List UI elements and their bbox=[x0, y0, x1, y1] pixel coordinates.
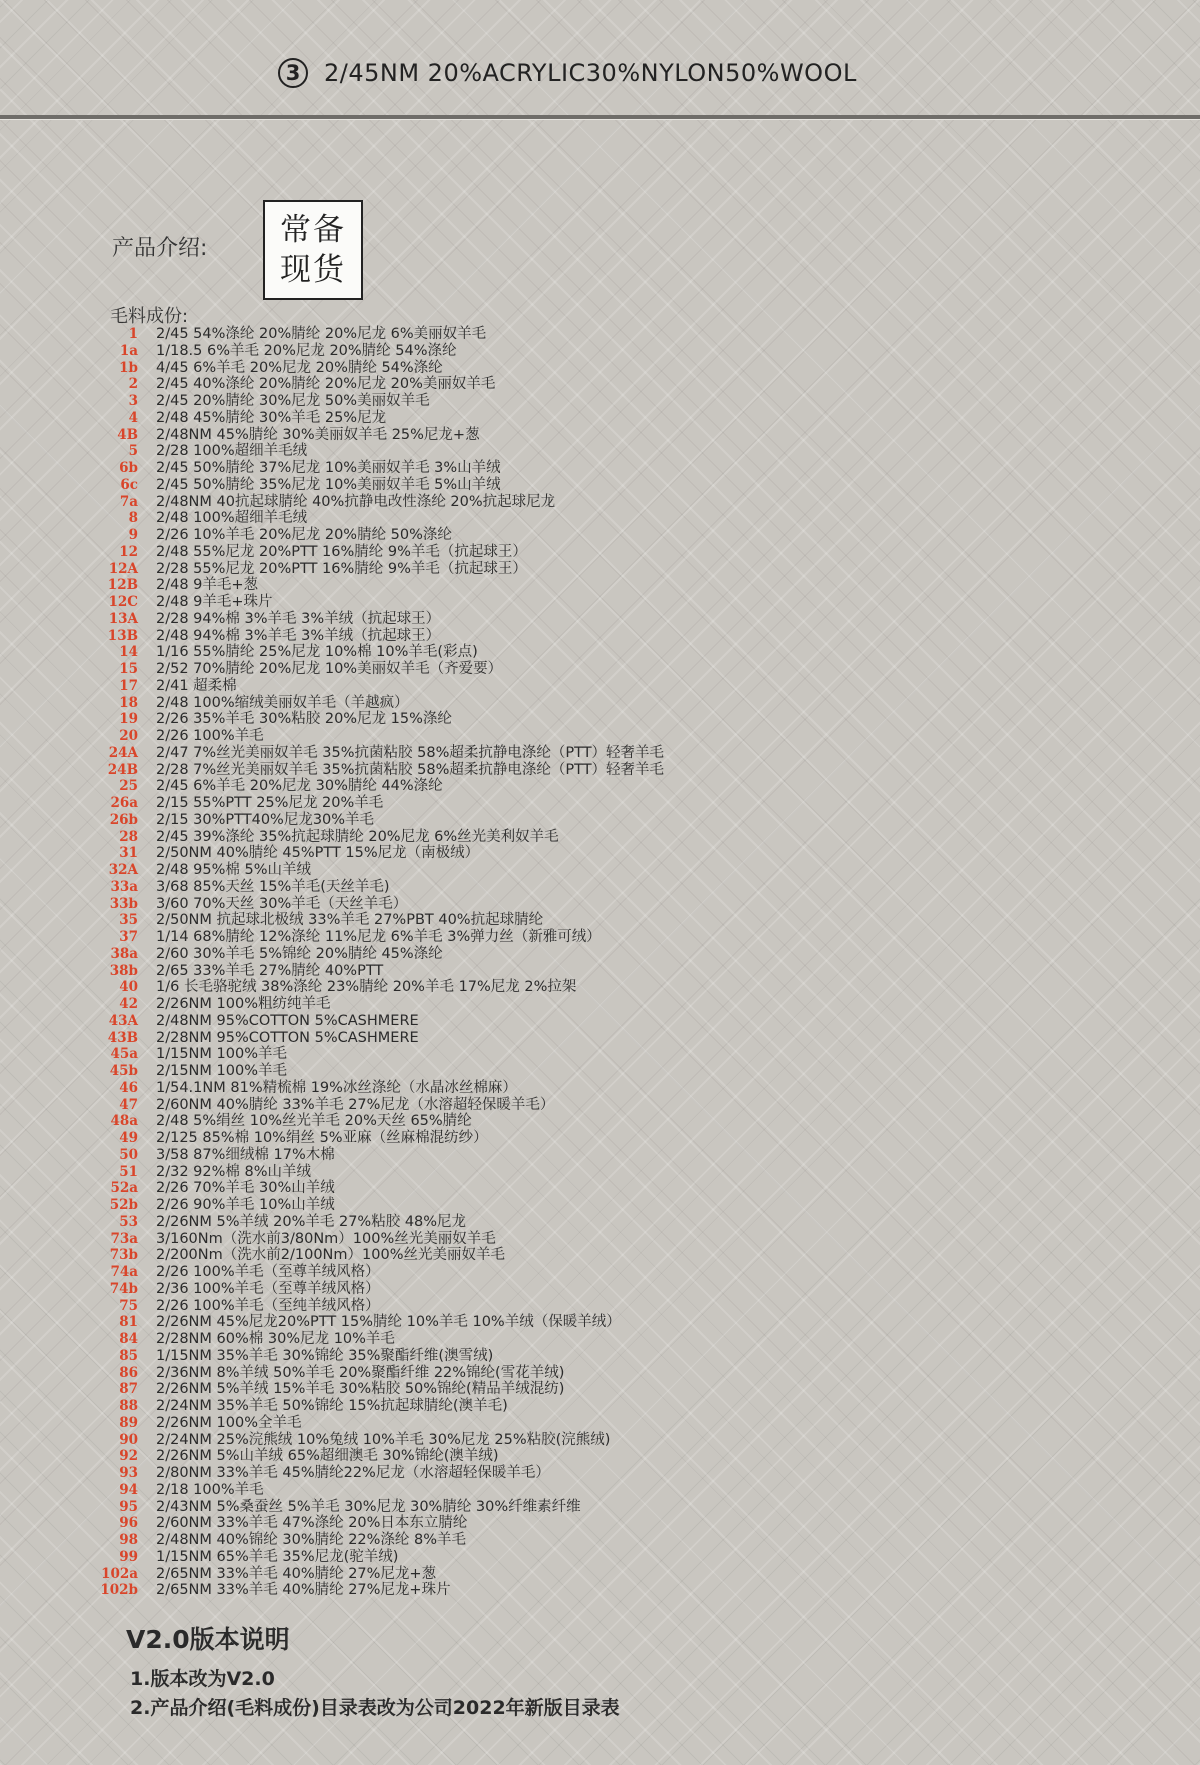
list-item bbox=[84, 879, 664, 896]
composition-label: 毛料成份: bbox=[110, 306, 189, 327]
list-item bbox=[84, 494, 664, 511]
item-code: 74a bbox=[110, 1264, 138, 1280]
item-code: 3 bbox=[128, 393, 138, 409]
item-description: 3/68 85%天丝 15%羊毛(天丝羊毛) bbox=[156, 878, 390, 895]
item-description: 2/60 30%羊毛 5%锦纶 20%腈纶 45%涤纶 bbox=[156, 945, 443, 962]
list-item bbox=[84, 778, 664, 795]
list-item bbox=[84, 946, 664, 963]
list-item bbox=[84, 1147, 664, 1164]
item-description: 1/15NM 100%羊毛 bbox=[156, 1046, 287, 1063]
item-description: 1/15NM 65%羊毛 35%尼龙(驼羊绒) bbox=[156, 1548, 399, 1565]
list-item bbox=[84, 1298, 664, 1315]
item-code: 85 bbox=[119, 1347, 138, 1364]
list-item bbox=[84, 1130, 664, 1147]
list-item bbox=[84, 1264, 664, 1281]
item-code: 73a bbox=[110, 1230, 138, 1247]
item-code: 15 bbox=[119, 661, 138, 677]
list-item bbox=[84, 1465, 664, 1482]
list-item bbox=[84, 326, 664, 343]
item-code: 24B bbox=[107, 761, 138, 778]
item-description: 2/65NM 33%羊毛 40%腈纶 27%尼龙+葱 bbox=[156, 1565, 437, 1582]
list-item bbox=[84, 1231, 664, 1248]
item-description: 1/16 55%腈纶 25%尼龙 10%棉 10%羊毛(彩点) bbox=[156, 644, 478, 661]
item-description: 1/54.1NM 81%精梳棉 19%冰丝涤纶（水晶冰丝棉麻） bbox=[156, 1079, 517, 1096]
item-description: 3/58 87%细绒棉 17%木棉 bbox=[156, 1146, 335, 1163]
item-description: 2/36NM 8%羊绒 50%羊毛 20%聚酯纤维 22%锦纶(雪花羊绒) bbox=[156, 1364, 565, 1381]
item-description: 2/15NM 100%羊毛 bbox=[156, 1063, 287, 1079]
list-item bbox=[84, 1365, 664, 1382]
list-item bbox=[84, 1549, 664, 1566]
item-code: 92 bbox=[119, 1448, 138, 1465]
list-item bbox=[84, 644, 664, 661]
item-code: 94 bbox=[119, 1481, 138, 1498]
list-item bbox=[84, 460, 664, 477]
list-item bbox=[84, 1314, 664, 1331]
list-item bbox=[84, 1180, 664, 1197]
item-description: 1/14 68%腈纶 12%涤纶 11%尼龙 6%羊毛 3%弹力丝（新雅可绒） bbox=[156, 929, 601, 945]
item-code: 2 bbox=[128, 376, 138, 393]
item-code: 45b bbox=[109, 1063, 138, 1079]
item-code: 75 bbox=[119, 1297, 138, 1314]
item-description: 2/45 40%涤纶 20%腈纶 20%尼龙 20%美丽奴羊毛 bbox=[156, 376, 496, 393]
item-description: 2/65 33%羊毛 27%腈纶 40%PTT bbox=[156, 962, 384, 979]
list-item bbox=[84, 376, 664, 393]
item-description: 1/18.5 6%羊毛 20%尼龙 20%腈纶 54%涤纶 bbox=[156, 342, 457, 359]
list-item bbox=[84, 1113, 664, 1130]
item-description: 3/60 70%天丝 30%羊毛（天丝羊毛） bbox=[156, 895, 408, 912]
item-description: 2/45 20%腈纶 30%尼龙 50%美丽奴羊毛 bbox=[156, 393, 430, 409]
item-description: 2/24NM 25%浣熊绒 10%兔绒 10%羊毛 30%尼龙 25%粘胶(浣熊绒) bbox=[156, 1431, 611, 1448]
item-description: 2/48 45%腈纶 30%羊毛 25%尼龙 bbox=[156, 409, 387, 426]
item-description: 1/6 长毛骆驼绒 38%涤纶 23%腈纶 20%羊毛 17%尼龙 2%拉架 bbox=[156, 979, 577, 996]
item-code: 86 bbox=[119, 1364, 138, 1381]
list-item bbox=[84, 1197, 664, 1214]
item-code: 95 bbox=[119, 1498, 138, 1515]
item-code: 90 bbox=[119, 1431, 138, 1448]
item-description: 2/28 100%超细羊毛绒 bbox=[156, 443, 308, 460]
item-description: 2/45 50%腈纶 35%尼龙 10%美丽奴羊毛 5%山羊绒 bbox=[156, 476, 501, 493]
item-code: 20 bbox=[119, 728, 138, 744]
page-header bbox=[278, 58, 857, 88]
item-description: 3/160Nm（洗水前3/80Nm）100%丝光美丽奴羊毛 bbox=[156, 1230, 496, 1247]
list-item bbox=[84, 1080, 664, 1097]
item-description: 2/26 100%羊毛（至纯羊绒风格） bbox=[156, 1297, 380, 1314]
composition-list bbox=[84, 326, 664, 1599]
item-code: 12C bbox=[108, 594, 138, 610]
item-description: 2/45 54%涤纶 20%腈纶 20%尼龙 6%美丽奴羊毛 bbox=[156, 326, 487, 342]
item-code: 14 bbox=[119, 644, 138, 661]
list-item bbox=[84, 1398, 664, 1415]
item-description: 4/45 6%羊毛 20%尼龙 20%腈纶 54%涤纶 bbox=[156, 359, 443, 376]
item-code: 12B bbox=[107, 577, 138, 594]
stamp-line-1: 常备 bbox=[280, 212, 346, 248]
item-code: 9 bbox=[128, 527, 138, 543]
item-code: 33b bbox=[109, 895, 138, 912]
list-item bbox=[84, 360, 664, 377]
item-code: 28 bbox=[119, 828, 138, 845]
list-item bbox=[84, 829, 664, 846]
list-item bbox=[84, 427, 664, 444]
product-intro-label: 产品介绍: bbox=[112, 236, 208, 261]
list-item bbox=[84, 343, 664, 360]
item-description: 2/26 100%羊毛（至尊羊绒风格） bbox=[156, 1264, 380, 1280]
header-divider bbox=[0, 115, 1200, 120]
version-note: 1.版本改为V2.0 bbox=[130, 1668, 275, 1690]
item-code: 99 bbox=[119, 1548, 138, 1565]
item-description: 2/43NM 5%桑蚕丝 5%羊毛 30%尼龙 30%腈纶 30%纤维素纤维 bbox=[156, 1498, 581, 1515]
list-item bbox=[84, 929, 664, 946]
item-description: 2/41 超柔棉 bbox=[156, 677, 237, 694]
item-code: 43B bbox=[107, 1029, 138, 1046]
item-description: 2/45 39%涤纶 35%抗起球腈纶 20%尼龙 6%丝光美利奴羊毛 bbox=[156, 828, 559, 845]
item-code: 13B bbox=[107, 627, 138, 644]
list-item bbox=[84, 611, 664, 628]
item-code: 25 bbox=[119, 778, 138, 795]
list-item bbox=[84, 745, 664, 762]
list-item bbox=[84, 912, 664, 929]
item-description: 2/45 6%羊毛 20%尼龙 30%腈纶 44%涤纶 bbox=[156, 778, 443, 795]
list-item bbox=[84, 1448, 664, 1465]
item-description: 2/48 55%尼龙 20%PTT 16%腈纶 9%羊毛（抗起球王） bbox=[156, 543, 527, 560]
item-code: 24A bbox=[108, 744, 138, 761]
list-item bbox=[84, 1482, 664, 1499]
list-item bbox=[84, 762, 664, 779]
item-code: 38a bbox=[110, 945, 138, 962]
item-description: 2/47 7%丝光美丽奴羊毛 35%抗菌粘胶 58%超柔抗静电涤纶（PTT）轻奢羊毛 bbox=[156, 744, 665, 761]
list-item bbox=[84, 443, 664, 460]
item-code: 26a bbox=[110, 795, 138, 811]
item-description: 2/15 30%PTT40%尼龙30%羊毛 bbox=[156, 811, 375, 828]
list-item bbox=[84, 410, 664, 427]
item-description: 2/18 100%羊毛 bbox=[156, 1481, 264, 1498]
item-code: 46 bbox=[119, 1079, 138, 1096]
item-description: 2/48NM 45%腈纶 30%美丽奴羊毛 25%尼龙+葱 bbox=[156, 426, 480, 443]
item-code: 88 bbox=[119, 1398, 138, 1414]
list-item bbox=[84, 862, 664, 879]
item-code: 87 bbox=[119, 1381, 138, 1398]
item-code: 12A bbox=[108, 560, 138, 577]
item-code: 8 bbox=[128, 510, 138, 527]
item-code: 4B bbox=[117, 426, 138, 443]
item-description: 2/125 85%棉 10%绢丝 5%亚麻（丝麻棉混纺纱） bbox=[156, 1130, 488, 1146]
item-description: 2/80NM 33%羊毛 45%腈纶22%尼龙（水溶超轻保暖羊毛） bbox=[156, 1465, 550, 1481]
item-description: 2/36 100%羊毛（至尊羊绒风格） bbox=[156, 1280, 380, 1297]
item-code: 102b bbox=[100, 1582, 138, 1599]
item-description: 2/15 55%PTT 25%尼龙 20%羊毛 bbox=[156, 795, 384, 811]
list-item bbox=[84, 1499, 664, 1516]
item-code: 13A bbox=[108, 610, 138, 627]
item-code: 38b bbox=[109, 962, 138, 979]
list-item bbox=[84, 527, 664, 544]
item-code: 98 bbox=[119, 1532, 138, 1548]
page-title: 2/45NM 20%ACRYLIC30%NYLON50%WOOL bbox=[324, 59, 857, 87]
item-code: 43A bbox=[108, 1012, 138, 1029]
item-code: 7a bbox=[119, 493, 138, 510]
item-code: 45a bbox=[110, 1046, 138, 1063]
list-item bbox=[84, 1046, 664, 1063]
item-description: 2/28NM 60%棉 30%尼龙 10%羊毛 bbox=[156, 1331, 395, 1347]
item-code: 6c bbox=[120, 476, 138, 493]
item-code: 17 bbox=[119, 677, 138, 694]
version-notes bbox=[130, 1665, 620, 1723]
list-item bbox=[84, 996, 664, 1013]
item-description: 2/65NM 33%羊毛 40%腈纶 27%尼龙+珠片 bbox=[156, 1582, 451, 1599]
item-description: 2/26NM 45%尼龙20%PTT 15%腈纶 10%羊毛 10%羊绒（保暖羊绒） bbox=[156, 1314, 621, 1331]
item-description: 2/48 95%棉 5%山羊绒 bbox=[156, 862, 312, 878]
list-item bbox=[84, 393, 664, 410]
list-item bbox=[84, 1348, 664, 1365]
item-code: 6b bbox=[119, 460, 138, 476]
list-item bbox=[84, 896, 664, 913]
item-code: 42 bbox=[119, 996, 138, 1012]
item-description: 2/200Nm（洗水前2/100Nm）100%丝光美丽奴羊毛 bbox=[156, 1247, 505, 1264]
item-description: 2/26NM 100%全羊毛 bbox=[156, 1414, 302, 1431]
item-code: 52b bbox=[109, 1197, 138, 1213]
item-description: 2/48NM 40%锦纶 30%腈纶 22%涤纶 8%羊毛 bbox=[156, 1532, 467, 1548]
item-code: 12 bbox=[119, 543, 138, 560]
list-item bbox=[84, 1214, 664, 1231]
list-item bbox=[84, 1432, 664, 1449]
list-item bbox=[84, 628, 664, 645]
item-description: 2/26 35%羊毛 30%粘胶 20%尼龙 15%涤纶 bbox=[156, 711, 452, 728]
item-code: 5 bbox=[128, 443, 138, 460]
list-item bbox=[84, 477, 664, 494]
version-title: V2.0版本说明 bbox=[126, 1625, 290, 1654]
item-code: 33a bbox=[110, 878, 138, 895]
item-description: 2/26NM 5%山羊绒 65%超细澳毛 30%锦纶(澳羊绒) bbox=[156, 1448, 499, 1465]
item-code: 1 bbox=[128, 326, 138, 342]
stamp-line-2: 现货 bbox=[280, 252, 346, 288]
item-description: 2/48 100%缩绒美丽奴羊毛（羊越疯） bbox=[156, 694, 409, 711]
list-item bbox=[84, 1164, 664, 1181]
list-item bbox=[84, 561, 664, 578]
list-item bbox=[84, 1097, 664, 1114]
item-code: 50 bbox=[119, 1146, 138, 1163]
item-description: 2/28 55%尼龙 20%PTT 16%腈纶 9%羊毛（抗起球王） bbox=[156, 560, 527, 577]
item-description: 2/26 90%羊毛 10%山羊绒 bbox=[156, 1197, 335, 1213]
item-code: 26b bbox=[109, 811, 138, 828]
item-code: 89 bbox=[119, 1414, 138, 1431]
list-item bbox=[84, 1281, 664, 1298]
item-code: 19 bbox=[119, 711, 138, 728]
item-code: 32A bbox=[108, 862, 138, 878]
list-item bbox=[84, 695, 664, 712]
item-code: 1b bbox=[119, 359, 138, 376]
item-description: 2/45 50%腈纶 37%尼龙 10%美丽奴羊毛 3%山羊绒 bbox=[156, 460, 501, 476]
item-code: 51 bbox=[119, 1163, 138, 1180]
list-item bbox=[84, 1331, 664, 1348]
item-code: 96 bbox=[119, 1515, 138, 1532]
list-item bbox=[84, 963, 664, 980]
list-item bbox=[84, 711, 664, 728]
item-description: 2/48 9羊毛+葱 bbox=[156, 577, 259, 594]
list-item bbox=[84, 1247, 664, 1264]
item-description: 2/50NM 40%腈纶 45%PTT 15%尼龙（南极绒） bbox=[156, 845, 480, 862]
item-description: 2/60NM 33%羊毛 47%涤纶 20%日本东立腈纶 bbox=[156, 1515, 468, 1532]
item-code: 40 bbox=[119, 979, 138, 996]
item-description: 2/48NM 95%COTTON 5%CASHMERE bbox=[156, 1012, 419, 1029]
item-code: 37 bbox=[119, 929, 138, 945]
version-note: 2.产品介绍(毛料成份)目录表改为公司2022年新版目录表 bbox=[130, 1697, 620, 1719]
item-description: 2/26NM 100%粗纺纯羊毛 bbox=[156, 996, 331, 1012]
list-item bbox=[84, 594, 664, 611]
item-description: 2/26NM 5%羊绒 15%羊毛 30%粘胶 50%锦纶(精品羊绒混纺) bbox=[156, 1381, 565, 1398]
item-description: 2/32 92%棉 8%山羊绒 bbox=[156, 1163, 312, 1180]
item-description: 2/48 94%棉 3%羊毛 3%羊绒（抗起球王） bbox=[156, 627, 441, 644]
item-description: 2/50NM 抗起球北极绒 33%羊毛 27%PBT 40%抗起球腈纶 bbox=[156, 912, 544, 929]
list-item bbox=[84, 1582, 664, 1599]
list-item bbox=[84, 1566, 664, 1583]
list-item bbox=[84, 1030, 664, 1047]
item-code: 35 bbox=[119, 912, 138, 929]
list-item bbox=[84, 1063, 664, 1080]
list-item bbox=[84, 795, 664, 812]
list-item bbox=[84, 1381, 664, 1398]
item-description: 2/48 9羊毛+珠片 bbox=[156, 594, 273, 610]
list-item bbox=[84, 1532, 664, 1549]
list-item bbox=[84, 728, 664, 745]
item-code: 74b bbox=[109, 1280, 138, 1297]
list-item bbox=[84, 845, 664, 862]
item-description: 2/24NM 35%羊毛 50%锦纶 15%抗起球腈纶(澳羊毛) bbox=[156, 1398, 508, 1414]
item-code: 73b bbox=[109, 1247, 138, 1264]
list-item bbox=[84, 1415, 664, 1432]
item-code: 1a bbox=[119, 342, 138, 359]
list-item bbox=[84, 661, 664, 678]
list-item bbox=[84, 577, 664, 594]
item-description: 2/48NM 40抗起球腈纶 40%抗静电改性涤纶 20%抗起球尼龙 bbox=[156, 493, 556, 510]
item-description: 2/28 7%丝光美丽奴羊毛 35%抗菌粘胶 58%超柔抗静电涤纶（PTT）轻奢羊毛 bbox=[156, 761, 665, 778]
list-item bbox=[84, 678, 664, 695]
list-item bbox=[84, 812, 664, 829]
item-code: 84 bbox=[119, 1331, 138, 1347]
item-code: 47 bbox=[119, 1096, 138, 1113]
item-description: 2/26 100%羊毛 bbox=[156, 728, 264, 744]
item-code: 52a bbox=[110, 1180, 138, 1197]
item-description: 2/26NM 5%羊绒 20%羊毛 27%粘胶 48%尼龙 bbox=[156, 1213, 467, 1230]
item-code: 4 bbox=[128, 409, 138, 426]
item-description: 2/26 70%羊毛 30%山羊绒 bbox=[156, 1180, 335, 1197]
item-description: 2/26 10%羊毛 20%尼龙 20%腈纶 50%涤纶 bbox=[156, 527, 452, 543]
item-description: 2/48 100%超细羊毛绒 bbox=[156, 510, 308, 527]
item-code: 48a bbox=[110, 1113, 138, 1130]
item-description: 2/28NM 95%COTTON 5%CASHMERE bbox=[156, 1029, 419, 1046]
item-description: 2/48 5%绢丝 10%丝光羊毛 20%天丝 65%腈纶 bbox=[156, 1113, 472, 1130]
item-code: 81 bbox=[119, 1314, 138, 1331]
item-description: 2/28 94%棉 3%羊毛 3%羊绒（抗起球王） bbox=[156, 610, 441, 627]
item-description: 2/60NM 40%腈纶 33%羊毛 27%尼龙（水溶超轻保暖羊毛） bbox=[156, 1096, 555, 1113]
item-code: 93 bbox=[119, 1465, 138, 1481]
item-description: 1/15NM 35%羊毛 30%锦纶 35%聚酯纤维(澳雪绒) bbox=[156, 1347, 494, 1364]
item-code: 53 bbox=[119, 1213, 138, 1230]
item-code: 102a bbox=[101, 1565, 138, 1582]
in-stock-stamp bbox=[263, 200, 363, 300]
list-item bbox=[84, 510, 664, 527]
list-item bbox=[84, 1013, 664, 1030]
list-item bbox=[84, 979, 664, 996]
item-code: 18 bbox=[119, 694, 138, 711]
item-code: 31 bbox=[119, 845, 138, 862]
item-description: 2/52 70%腈纶 20%尼龙 10%美丽奴羊毛（齐爱要） bbox=[156, 661, 503, 677]
list-item bbox=[84, 544, 664, 561]
list-item bbox=[84, 1515, 664, 1532]
section-number-badge: 3 bbox=[278, 58, 308, 88]
item-code: 49 bbox=[119, 1130, 138, 1146]
